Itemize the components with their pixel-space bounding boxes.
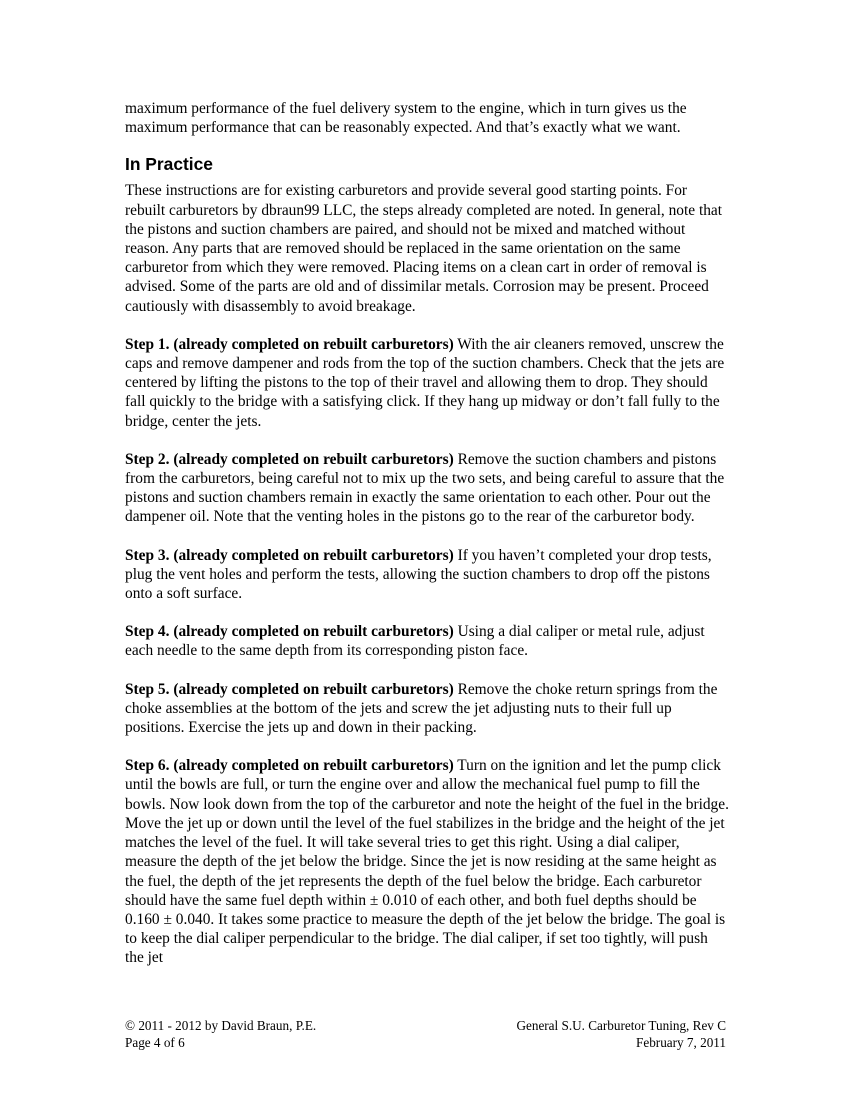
intro-paragraph: maximum performance of the fuel delivery system to the engine, which in turn gives us the maximum performance that can be reasonably expected. And that’s exactly what we want. xyxy=(125,100,687,137)
step-1-text: With the air cleaners removed, unscrew the caps and remove dampener and rods from the top of the suction chambers. Check that the jets are centered by lifting the pistons to the top of their travel and allowing them to drop. They should fall quickly to the bridge with a satisfying click. If they hang up midway or don’t fall fully to the bridge, center the jets. xyxy=(125,335,725,430)
section-heading: In Practice xyxy=(125,154,213,175)
step-5-paragraph xyxy=(125,680,729,738)
step-5-label: Step 5. (already completed on rebuilt carburetors) xyxy=(125,680,454,698)
step-4-text: Using a dial caliper or metal rule, adjust each needle to the same depth from its corresponding piston face. xyxy=(125,623,705,660)
step-3-text: If you haven’t completed your drop tests, plug the vent holes and perform the tests, allowing the suction chambers to drop off the pistons onto a soft surface. xyxy=(125,546,712,603)
step-4-label: Step 4. (already completed on rebuilt carburetors) xyxy=(125,623,454,641)
step-6-paragraph xyxy=(125,756,729,967)
section-intro-paragraph: These instructions are for existing carburetors and provide several good starting points. For rebuilt carburetors by dbraun99 LLC, the steps already completed are noted. In general, note that the pistons and suction chambers are paired, and should not be mixed and matched without reason. Any parts that are removed should be replaced in the same orientation on the same carburetor from which they were removed. Placing items on a clean cart in order of removal is advised. Some of the parts are old and of dissimilar metals. Corrosion may be present. Proceed cautiously with disassembly to avoid breakage. xyxy=(125,182,723,315)
step-4-paragraph xyxy=(125,622,729,660)
step-2-label: Step 2. (already completed on rebuilt carburetors) xyxy=(125,450,454,468)
step-2-text: Remove the suction chambers and pistons from the carburetors, being careful not to mix up the two sets, and being careful to assure that the pistons and suction chambers remain in exactly the same orientation to each other. Pour out the dampener oil. Note that the venting holes in the pistons go to the rear of the carburetor body. xyxy=(125,450,725,526)
step-5-text: Remove the choke return springs from the choke assemblies at the bottom of the jets and screw the jet adjusting nuts to their full up positions. Exercise the jets up and down in their packing. xyxy=(125,680,718,737)
document-body xyxy=(125,99,729,987)
footer-page-number: Page 4 of 6 xyxy=(125,1034,185,1050)
footer-left xyxy=(125,1018,316,1051)
footer-date: February 7, 2011 xyxy=(636,1034,726,1050)
step-3-paragraph xyxy=(125,546,729,604)
footer-right xyxy=(516,1018,726,1051)
step-2-paragraph xyxy=(125,450,729,527)
step-1-paragraph xyxy=(125,335,729,431)
step-3-label: Step 3. (already completed on rebuilt carburetors) xyxy=(125,546,454,564)
step-1-label: Step 1. (already completed on rebuilt carburetors) xyxy=(125,335,454,353)
step-6-label: Step 6. (already completed on rebuilt carburetors) xyxy=(125,757,454,775)
footer-document-title: General S.U. Carburetor Tuning, Rev C xyxy=(516,1018,726,1033)
step-6-text: Turn on the ignition and let the pump click until the bowls are full, or turn the engine over and allow the mechanical fuel pump to fill the bowls. Now look down from the top of the carburetor and note the height of the fuel in the bridge. Move the jet up or down until the level of the fuel stabilizes in the bridge and the height of the jet matches the level of the fuel. It will take several tries to get this right. Using a dial caliper, measure the depth of the jet below the bridge. Since the jet is now residing at the same height as the fuel, the depth of the jet represents the depth of the fuel below the bridge. Each carburetor should have the same fuel depth within ± 0.010 of each other, and both fuel depths should be 0.160 ± 0.040. It takes some practice to measure the depth of the jet below the bridge. The goal is to keep the dial caliper perpendicular to the bridge. The dial caliper, if set too tightly, will push the jet xyxy=(125,757,729,967)
footer-copyright: © 2011 - 2012 by David Braun, P.E. xyxy=(125,1018,317,1033)
